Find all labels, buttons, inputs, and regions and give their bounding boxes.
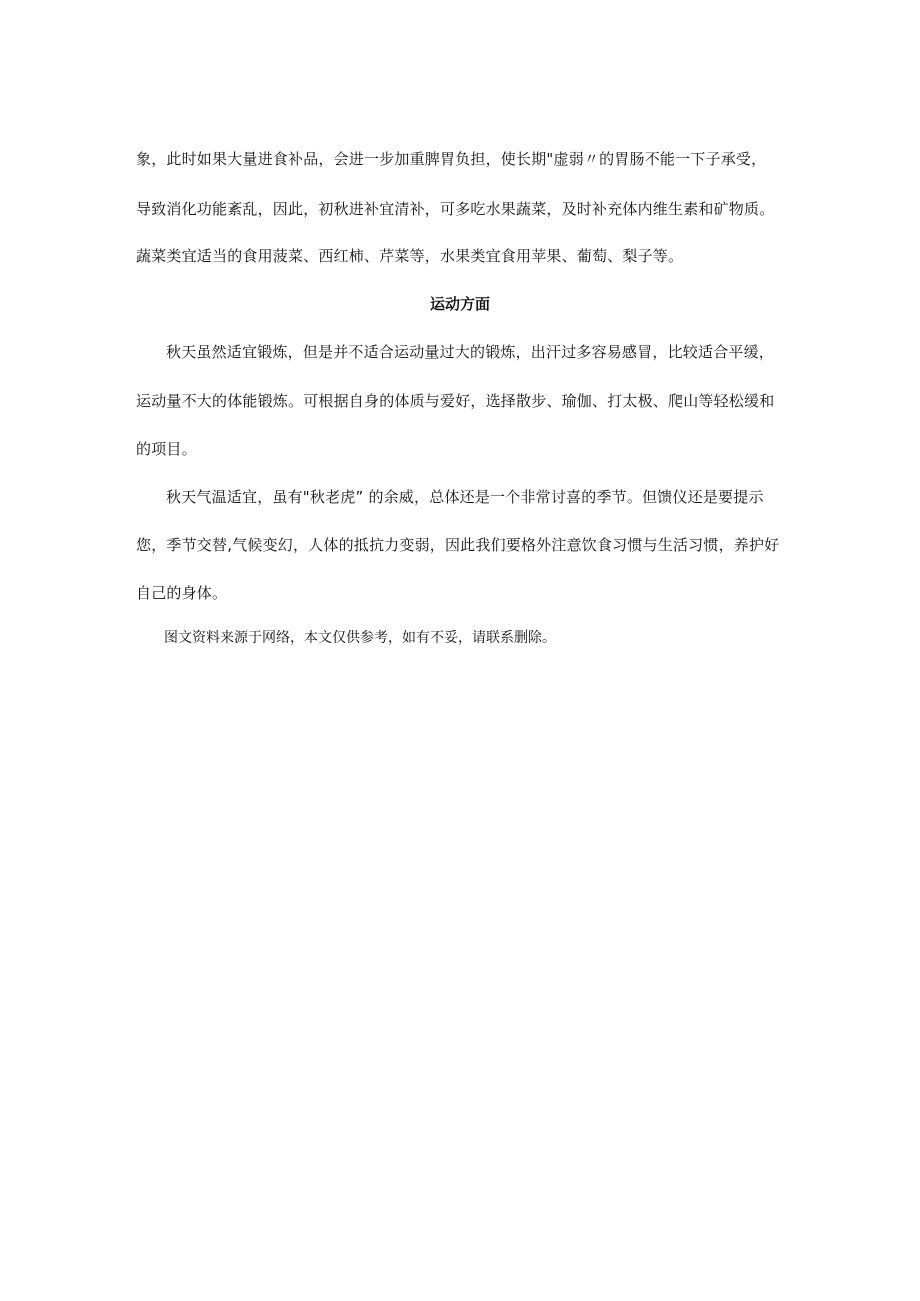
paragraph-diet-line-1: 象，此时如果大量进食补品，会进一步加重脾胃负担，使长期"虚弱〃的胃肠不能一下子承受， — [136, 150, 767, 168]
paragraph-exercise-line-2: 运动量不大的体能锻炼。可根据自身的体质与爱好，选择散步、瑜伽、打太极、爬山等轻松缓和 — [136, 392, 775, 410]
section-heading-exercise: 运动方面 — [429, 295, 490, 313]
disclaimer-note: 图文资料来源于网络，本文仅供参考，如有不妥，请联系删除。 — [164, 630, 556, 646]
paragraph-closing-line-3: 自己的身体。 — [136, 584, 228, 602]
paragraph-closing-line-2: 您，季节交替,气候变幻，人体的抵抗力变弱，因此我们要格外注意饮食习惯与生活习惯，养护好 — [136, 536, 780, 554]
paragraph-diet-line-2: 导致消化功能紊乱，因此，初秋进补宜清补，可多吃水果蔬菜，及时补充体内维生素和矿物质。 — [136, 200, 775, 218]
paragraph-closing-line-1: 秋天气温适宜，虽有"秋老虎” 的余威，总体还是一个非常讨喜的季节。但馈仪还是要提示 — [166, 488, 764, 506]
paragraph-exercise-line-1: 秋天虽然适宜锻炼，但是并不适合运动量过大的锻炼，出汗过多容易感冒，比较适合平缓， — [166, 343, 775, 361]
paragraph-exercise-line-3: 的项目。 — [136, 440, 197, 458]
paragraph-diet-line-3: 蔬菜类宜适当的食用菠菜、西红柿、芹菜等，水果类宜食用苹果、葡萄、梨子等。 — [136, 247, 684, 265]
